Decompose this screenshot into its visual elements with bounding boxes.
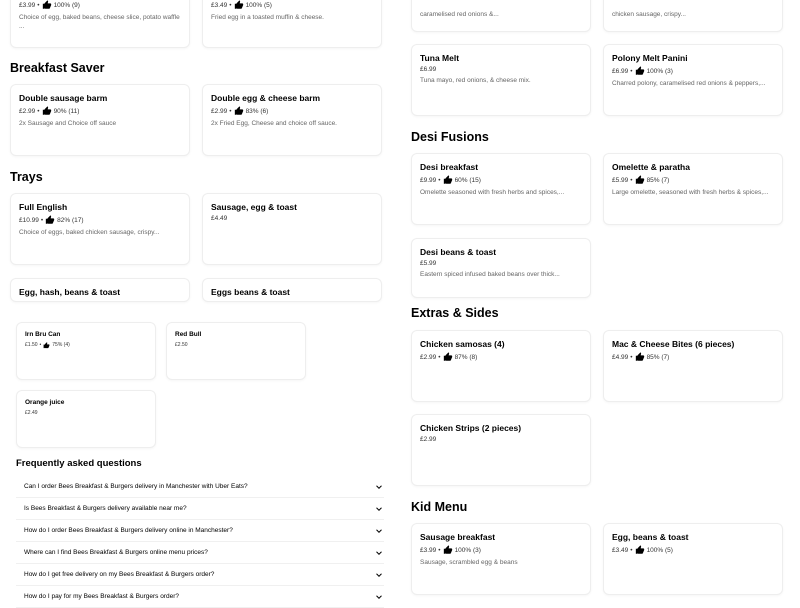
item-meta: £1.50 • 75% (4) (25, 342, 70, 349)
menu-item-card[interactable] (202, 278, 382, 302)
item-meta: £2.99 • 83% (6) (211, 107, 269, 115)
item-title: Orange juice (25, 399, 65, 406)
item-desc: caramelised red onions &... (420, 11, 499, 18)
thumbs-up-icon (635, 352, 645, 362)
faq-question: How do I order Bees Breakfast & Burgers delivery online in Manchester? (24, 527, 233, 534)
faq-item[interactable] (16, 542, 384, 564)
item-desc: Fried egg in a toasted muffin & cheese. (211, 14, 324, 21)
chevron-down-icon (374, 526, 384, 536)
item-meta: £2.99 • 90% (11) (19, 107, 80, 115)
menu-item-card[interactable] (603, 523, 783, 595)
menu-item-card[interactable] (10, 84, 190, 156)
thumbs-up-icon (635, 175, 645, 185)
faq-item[interactable] (16, 520, 384, 542)
item-title: Red Bull (175, 331, 202, 338)
item-meta: £3.49 • 100% (5) (612, 546, 673, 554)
item-desc: Choice of eggs, baked chicken sausage, crispy... (19, 229, 160, 237)
item-title: Eggs beans & toast (211, 287, 290, 297)
menu-item-card[interactable] (202, 84, 382, 156)
item-meta: £2.99 • 87% (8) (420, 353, 478, 361)
item-title: Chicken Strips (2 pieces) (420, 423, 522, 433)
item-meta: £4.49 (211, 215, 228, 223)
faq-title: Frequently asked questions (16, 458, 142, 469)
chevron-down-icon (374, 482, 384, 492)
thumbs-up-icon (443, 545, 453, 555)
item-meta: £5.99 (420, 260, 437, 268)
faq-question: How do I pay for my Bees Breakfast & Burgers order? (24, 593, 179, 600)
item-desc: Choice of egg, baked beans, cheese slice, potato waffle ... (19, 14, 180, 30)
item-desc: Sausage, scrambled egg & beans (420, 559, 518, 567)
item-meta: £3.49 • 100% (5) (211, 1, 272, 9)
menu-item-card[interactable] (603, 330, 783, 402)
item-title: Polony Melt Panini (612, 53, 688, 63)
item-title: Mac & Cheese Bites (6 pieces) (612, 339, 735, 349)
item-desc: Eastern spiced infused baked beans over thick... (420, 271, 560, 279)
thumbs-up-icon (234, 106, 244, 116)
item-desc: 2x Sausage and Choice off sauce (19, 120, 117, 128)
item-title: Desi breakfast (420, 162, 479, 172)
item-meta: £5.99 • 85% (7) (612, 176, 670, 184)
menu-item-card[interactable] (603, 153, 783, 225)
item-title: Full English (19, 202, 68, 212)
faq-question: Can I order Bees Breakfast & Burgers delivery in Manchester with Uber Eats? (24, 483, 248, 490)
thumbs-up-icon (43, 342, 50, 349)
item-meta: £3.99 • 100% (3) (420, 546, 481, 554)
menu-item-card[interactable] (10, 278, 190, 302)
item-title: Tuna Melt (420, 53, 460, 63)
item-meta: £6.99 • 100% (3) (612, 67, 673, 75)
item-desc: 2x Fried Egg, Cheese and choice off sauce. (211, 120, 337, 128)
section-title-breakfast-saver: Breakfast Saver (10, 61, 105, 75)
menu-item-card[interactable] (411, 523, 591, 595)
drink-card[interactable] (16, 322, 156, 380)
item-title: Egg, hash, beans & toast (19, 287, 121, 297)
menu-item-card[interactable] (202, 0, 382, 48)
item-title: Desi beans & toast (420, 247, 497, 257)
thumbs-up-icon (443, 175, 453, 185)
item-meta: £3.99 • 100% (9) (19, 1, 80, 9)
item-meta: £4.99 • 85% (7) (612, 353, 670, 361)
menu-item-card[interactable] (10, 193, 190, 265)
thumbs-up-icon (45, 215, 55, 225)
menu-item-card[interactable] (202, 193, 382, 265)
menu-item-card[interactable] (603, 44, 783, 116)
faq-item[interactable] (16, 586, 384, 608)
menu-item-card[interactable] (603, 0, 783, 32)
item-title: Chicken samosas (4) (420, 339, 505, 349)
chevron-down-icon (374, 592, 384, 602)
faq-item[interactable] (16, 498, 384, 520)
item-desc: Charred polony, caramelised red onions & peppers,... (612, 80, 766, 88)
item-title: Sausage, egg & toast (211, 202, 297, 212)
section-title-trays: Trays (10, 170, 43, 184)
item-meta: £6.99 (420, 66, 437, 74)
chevron-down-icon (374, 504, 384, 514)
item-desc: chicken sausage, crispy... (612, 11, 686, 18)
item-desc: Tuna mayo, red onions, & cheese mix. (420, 77, 531, 85)
menu-item-card[interactable] (411, 44, 591, 116)
menu-item-card[interactable] (411, 238, 591, 298)
faq-item[interactable] (16, 476, 384, 498)
section-title-kid-menu: Kid Menu (411, 500, 468, 514)
chevron-down-icon (374, 548, 384, 558)
menu-item-card[interactable] (411, 0, 591, 32)
drink-card[interactable] (166, 322, 306, 380)
menu-item-card[interactable] (411, 153, 591, 225)
item-meta: £9.99 • 60% (15) (420, 176, 481, 184)
item-title: Double sausage barm (19, 93, 108, 103)
thumbs-up-icon (635, 66, 645, 76)
drink-card[interactable] (16, 390, 156, 448)
faq-item[interactable] (16, 564, 384, 586)
chevron-down-icon (374, 570, 384, 580)
menu-item-card[interactable] (10, 0, 190, 48)
item-meta: £2.50 (175, 341, 188, 348)
item-meta: £2.49 (25, 409, 38, 416)
section-title-desi-fusions: Desi Fusions (411, 130, 489, 144)
item-title: Double egg & cheese barm (211, 93, 321, 103)
menu-item-card[interactable] (411, 414, 591, 486)
thumbs-up-icon (42, 106, 52, 116)
item-desc: Large omelette, seasoned with fresh herbs & spices,... (612, 189, 769, 197)
item-title: Omelette & paratha (612, 162, 690, 172)
item-meta: £10.99 • 82% (17) (19, 216, 84, 224)
thumbs-up-icon (443, 352, 453, 362)
item-title: Irn Bru Can (25, 331, 61, 338)
thumbs-up-icon (42, 0, 52, 10)
faq-question: How do I get free delivery on my Bees Breakfast & Burgers order? (24, 571, 215, 578)
faq-question: Where can I find Bees Breakfast & Burgers online menu prices? (24, 549, 208, 556)
item-title: Egg, beans & toast (612, 532, 689, 542)
faq-question: Is Bees Breakfast & Burgers delivery available near me? (24, 505, 187, 512)
thumbs-up-icon (635, 545, 645, 555)
item-meta: £2.99 (420, 436, 437, 444)
section-title-extras-sides: Extras & Sides (411, 306, 499, 320)
item-title: Sausage breakfast (420, 532, 496, 542)
thumbs-up-icon (234, 0, 244, 10)
item-desc: Omelette seasoned with fresh herbs and spices,... (420, 189, 565, 197)
menu-item-card[interactable] (411, 330, 591, 402)
